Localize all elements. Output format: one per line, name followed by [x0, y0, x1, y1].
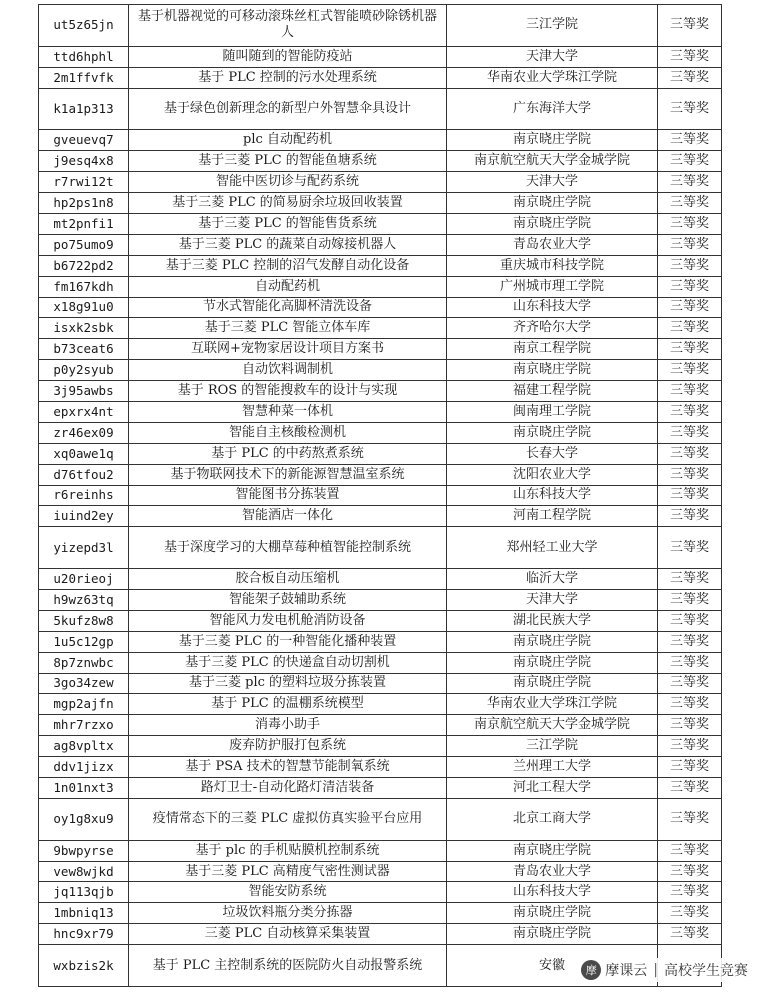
title-cell: 智能中医切诊与配药系统 — [129, 172, 447, 193]
table-row — [39, 652, 722, 673]
code-cell: hp2ps1n8 — [39, 193, 129, 214]
table-row — [39, 422, 722, 443]
code-cell: 1u5c12gp — [39, 631, 129, 652]
award-cell: 三等奖 — [658, 401, 722, 422]
code-cell: iuind2ey — [39, 506, 129, 527]
title-cell: 基于机器视觉的可移动滚珠丝杠式智能喷砂除锈机器人 — [129, 5, 447, 47]
award-cell: 三等奖 — [658, 527, 722, 569]
title-cell: 基于 PLC 的中药熬煮系统 — [129, 443, 447, 464]
table-row — [39, 193, 722, 214]
award-cell: 三等奖 — [658, 798, 722, 840]
table-row — [39, 213, 722, 234]
school-cell: 华南农业大学珠江学院 — [447, 67, 658, 88]
table-row — [39, 736, 722, 757]
table-row — [39, 506, 722, 527]
school-cell: 青岛农业大学 — [447, 234, 658, 255]
code-cell: x18g91u0 — [39, 297, 129, 318]
code-cell: 3j95awbs — [39, 381, 129, 402]
table-row — [39, 485, 722, 506]
award-cell: 三等奖 — [658, 172, 722, 193]
school-cell: 南京晓庄学院 — [447, 924, 658, 945]
award-cell: 三等奖 — [658, 443, 722, 464]
school-cell: 南京晓庄学院 — [447, 903, 658, 924]
title-cell: 基于三菱 PLC 的一种智能化播种装置 — [129, 631, 447, 652]
title-cell: 智能架子鼓辅助系统 — [129, 589, 447, 610]
table-row — [39, 882, 722, 903]
title-cell: 节水式智能化高脚杯清洗设备 — [129, 297, 447, 318]
school-cell: 青岛农业大学 — [447, 861, 658, 882]
school-cell: 南京晓庄学院 — [447, 840, 658, 861]
code-cell: 2m1ffvfk — [39, 67, 129, 88]
table-row — [39, 610, 722, 631]
award-cell: 三等奖 — [658, 464, 722, 485]
award-cell: 三等奖 — [658, 360, 722, 381]
table-row — [39, 172, 722, 193]
title-cell: 随叫随到的智能防疫站 — [129, 46, 447, 67]
watermark-separator: | — [653, 962, 658, 978]
award-cell: 三等奖 — [658, 652, 722, 673]
title-cell: 基于 PLC 主控制系统的医院防火自动报警系统 — [129, 945, 447, 987]
school-cell: 湖北民族大学 — [447, 610, 658, 631]
title-cell: 智能风力发电机舱消防设备 — [129, 610, 447, 631]
title-cell: plc 自动配药机 — [129, 130, 447, 151]
code-cell: u20rieoj — [39, 569, 129, 590]
table-row — [39, 840, 722, 861]
school-cell: 三江学院 — [447, 5, 658, 47]
code-cell: fm167kdh — [39, 276, 129, 297]
award-cell: 三等奖 — [658, 569, 722, 590]
award-cell: 三等奖 — [658, 234, 722, 255]
table-row — [39, 694, 722, 715]
school-cell: 天津大学 — [447, 172, 658, 193]
school-cell: 河北工程大学 — [447, 778, 658, 799]
school-cell: 安徽 — [447, 945, 658, 987]
code-cell: 8p7znwbc — [39, 652, 129, 673]
school-cell: 华南农业大学珠江学院 — [447, 694, 658, 715]
table-row — [39, 88, 722, 130]
code-cell: b6722pd2 — [39, 255, 129, 276]
table-row — [39, 861, 722, 882]
title-cell: 基于三菱 PLC 的智能售货系统 — [129, 213, 447, 234]
title-cell: 基于 PLC 的温棚系统模型 — [129, 694, 447, 715]
award-cell: 三等奖 — [658, 631, 722, 652]
code-cell: wxbzis2k — [39, 945, 129, 987]
awards-table — [38, 4, 722, 987]
school-cell: 南京晓庄学院 — [447, 213, 658, 234]
table-row — [39, 715, 722, 736]
title-cell: 智能安防系统 — [129, 882, 447, 903]
table-row — [39, 569, 722, 590]
code-cell: zr46ex09 — [39, 422, 129, 443]
school-cell: 临沂大学 — [447, 569, 658, 590]
code-cell: b73ceat6 — [39, 339, 129, 360]
school-cell: 广州城市理工学院 — [447, 276, 658, 297]
title-cell: 智能酒店一体化 — [129, 506, 447, 527]
table-row — [39, 46, 722, 67]
award-cell: 三等奖 — [658, 297, 722, 318]
title-cell: 基于三菱 PLC 的智能鱼塘系统 — [129, 151, 447, 172]
title-cell: 智能自主核酸检测机 — [129, 422, 447, 443]
code-cell: gveuevq7 — [39, 130, 129, 151]
title-cell: 胶合板自动压缩机 — [129, 569, 447, 590]
code-cell: xq0awe1q — [39, 443, 129, 464]
code-cell: mgp2ajfn — [39, 694, 129, 715]
award-cell: 三等奖 — [658, 193, 722, 214]
code-cell: epxrx4nt — [39, 401, 129, 422]
school-cell: 南京晓庄学院 — [447, 652, 658, 673]
school-cell: 南京晓庄学院 — [447, 631, 658, 652]
award-cell: 三等奖 — [658, 673, 722, 694]
school-cell: 广东海洋大学 — [447, 88, 658, 130]
title-cell: 基于三菱 PLC 的快递盒自动切割机 — [129, 652, 447, 673]
title-cell: 基于物联网技术下的新能源智慧温室系统 — [129, 464, 447, 485]
table-row — [39, 297, 722, 318]
table-row — [39, 527, 722, 569]
title-cell: 基于三菱 PLC 智能立体车库 — [129, 318, 447, 339]
code-cell: po75umo9 — [39, 234, 129, 255]
award-cell: 三等奖 — [658, 5, 722, 47]
table-row — [39, 5, 722, 47]
award-cell: 三等奖 — [658, 339, 722, 360]
award-cell: 三等奖 — [658, 485, 722, 506]
table-row — [39, 130, 722, 151]
award-cell: 三等奖 — [658, 88, 722, 130]
title-cell: 基于三菱 PLC 的简易厨余垃圾回收装置 — [129, 193, 447, 214]
school-cell: 闽南理工学院 — [447, 401, 658, 422]
code-cell: d76tfou2 — [39, 464, 129, 485]
table-row — [39, 924, 722, 945]
school-cell: 南京航空航天大学金城学院 — [447, 715, 658, 736]
award-cell: 三等奖 — [658, 589, 722, 610]
table-row — [39, 443, 722, 464]
table-row — [39, 255, 722, 276]
title-cell: 自动饮料调制机 — [129, 360, 447, 381]
school-cell: 北京工商大学 — [447, 798, 658, 840]
award-cell: 三等奖 — [658, 255, 722, 276]
code-cell: hnc9xr79 — [39, 924, 129, 945]
table-row — [39, 360, 722, 381]
title-cell: 垃圾饮料瓶分类分拣器 — [129, 903, 447, 924]
award-cell: 三等奖 — [658, 694, 722, 715]
school-cell: 南京晓庄学院 — [447, 422, 658, 443]
award-cell: 三等奖 — [658, 381, 722, 402]
watermark — [577, 958, 752, 982]
title-cell: 基于深度学习的大棚草莓种植智能控制系统 — [129, 527, 447, 569]
table-row — [39, 151, 722, 172]
school-cell: 天津大学 — [447, 46, 658, 67]
title-cell: 智能图书分拣装置 — [129, 485, 447, 506]
title-cell: 基于 PLC 控制的污水处理系统 — [129, 67, 447, 88]
title-cell: 智慧种菜一体机 — [129, 401, 447, 422]
award-cell: 三等奖 — [658, 840, 722, 861]
code-cell: oy1g8xu9 — [39, 798, 129, 840]
school-cell: 山东科技大学 — [447, 485, 658, 506]
code-cell: ddv1jizx — [39, 757, 129, 778]
title-cell: 基于三菱 plc 的塑料垃圾分拣装置 — [129, 673, 447, 694]
award-cell: 三等奖 — [658, 861, 722, 882]
table-row — [39, 67, 722, 88]
title-cell: 疫情常态下的三菱 PLC 虚拟仿真实验平台应用 — [129, 798, 447, 840]
school-cell: 兰州理工大学 — [447, 757, 658, 778]
award-cell: 三等奖 — [658, 151, 722, 172]
school-cell: 沈阳农业大学 — [447, 464, 658, 485]
watermark-brand: 摩课云 — [605, 963, 648, 979]
award-cell: 三等奖 — [658, 715, 722, 736]
school-cell: 南京晓庄学院 — [447, 130, 658, 151]
code-cell: ag8vpltx — [39, 736, 129, 757]
school-cell: 南京晓庄学院 — [447, 673, 658, 694]
awards-table-body — [39, 5, 722, 987]
code-cell: ttd6hphl — [39, 46, 129, 67]
award-cell: 三等奖 — [658, 318, 722, 339]
code-cell: 3go34zew — [39, 673, 129, 694]
school-cell: 长春大学 — [447, 443, 658, 464]
school-cell: 河南工程学院 — [447, 506, 658, 527]
table-row — [39, 234, 722, 255]
table-row — [39, 778, 722, 799]
table-row — [39, 401, 722, 422]
award-cell: 三等奖 — [658, 903, 722, 924]
code-cell: p0y2syub — [39, 360, 129, 381]
title-cell: 基于三菱 PLC 的蔬菜自动嫁接机器人 — [129, 234, 447, 255]
code-cell: ut5z65jn — [39, 5, 129, 47]
watermark-channel: 高校学生竞赛 — [664, 963, 748, 979]
school-cell: 福建工程学院 — [447, 381, 658, 402]
code-cell: 1mbniq13 — [39, 903, 129, 924]
school-cell: 南京晓庄学院 — [447, 193, 658, 214]
code-cell: yizepd3l — [39, 527, 129, 569]
table-row — [39, 339, 722, 360]
table-row — [39, 631, 722, 652]
table-row — [39, 798, 722, 840]
code-cell: k1a1p313 — [39, 88, 129, 130]
code-cell: j9esq4x8 — [39, 151, 129, 172]
award-cell: 三等奖 — [658, 610, 722, 631]
code-cell: 5kufz8w8 — [39, 610, 129, 631]
title-cell: 基于三菱 PLC 控制的沼气发酵自动化设备 — [129, 255, 447, 276]
code-cell: mhr7rzxo — [39, 715, 129, 736]
table-row — [39, 318, 722, 339]
code-cell: h9wz63tq — [39, 589, 129, 610]
table-row — [39, 381, 722, 402]
table-row — [39, 673, 722, 694]
title-cell: 基于 ROS 的智能搜救车的设计与实现 — [129, 381, 447, 402]
school-cell: 天津大学 — [447, 589, 658, 610]
title-cell: 基于绿色创新理念的新型户外智慧伞具设计 — [129, 88, 447, 130]
title-cell: 基于三菱 PLC 高精度气密性测试器 — [129, 861, 447, 882]
code-cell: 9bwpyrse — [39, 840, 129, 861]
award-cell: 三等奖 — [658, 67, 722, 88]
award-cell: 三等奖 — [658, 506, 722, 527]
award-cell: 三等奖 — [658, 778, 722, 799]
school-cell: 南京航空航天大学金城学院 — [447, 151, 658, 172]
award-cell: 三等奖 — [658, 924, 722, 945]
school-cell: 齐齐哈尔大学 — [447, 318, 658, 339]
table-row — [39, 903, 722, 924]
wechat-logo-icon: 摩 — [581, 960, 601, 980]
award-cell: 三等奖 — [658, 882, 722, 903]
table-row — [39, 757, 722, 778]
title-cell: 基于 PSA 技术的智慧节能制氧系统 — [129, 757, 447, 778]
school-cell: 三江学院 — [447, 736, 658, 757]
code-cell: r7rwi12t — [39, 172, 129, 193]
award-cell: 三等奖 — [658, 422, 722, 443]
code-cell: jq113qjb — [39, 882, 129, 903]
title-cell: 互联网+宠物家居设计项目方案书 — [129, 339, 447, 360]
table-row — [39, 464, 722, 485]
award-cell: 三等奖 — [658, 130, 722, 151]
title-cell: 三菱 PLC 自动核算采集装置 — [129, 924, 447, 945]
title-cell: 废弃防护服打包系统 — [129, 736, 447, 757]
school-cell: 郑州轻工业大学 — [447, 527, 658, 569]
award-cell: 三等奖 — [658, 736, 722, 757]
code-cell: vew8wjkd — [39, 861, 129, 882]
title-cell: 自动配药机 — [129, 276, 447, 297]
award-cell: 三等奖 — [658, 213, 722, 234]
code-cell: isxk2sbk — [39, 318, 129, 339]
award-cell: 三等奖 — [658, 757, 722, 778]
title-cell: 路灯卫士-自动化路灯清洁装备 — [129, 778, 447, 799]
title-cell: 消毒小助手 — [129, 715, 447, 736]
code-cell: mt2pnfi1 — [39, 213, 129, 234]
school-cell: 山东科技大学 — [447, 882, 658, 903]
school-cell: 南京工程学院 — [447, 339, 658, 360]
award-cell: 三等奖 — [658, 276, 722, 297]
school-cell: 南京晓庄学院 — [447, 360, 658, 381]
code-cell: 1n01nxt3 — [39, 778, 129, 799]
title-cell: 基于 plc 的手机贴膜机控制系统 — [129, 840, 447, 861]
table-row — [39, 589, 722, 610]
school-cell: 重庆城市科技学院 — [447, 255, 658, 276]
code-cell: r6reinhs — [39, 485, 129, 506]
award-cell: 三等奖 — [658, 46, 722, 67]
school-cell: 山东科技大学 — [447, 297, 658, 318]
table-row — [39, 276, 722, 297]
